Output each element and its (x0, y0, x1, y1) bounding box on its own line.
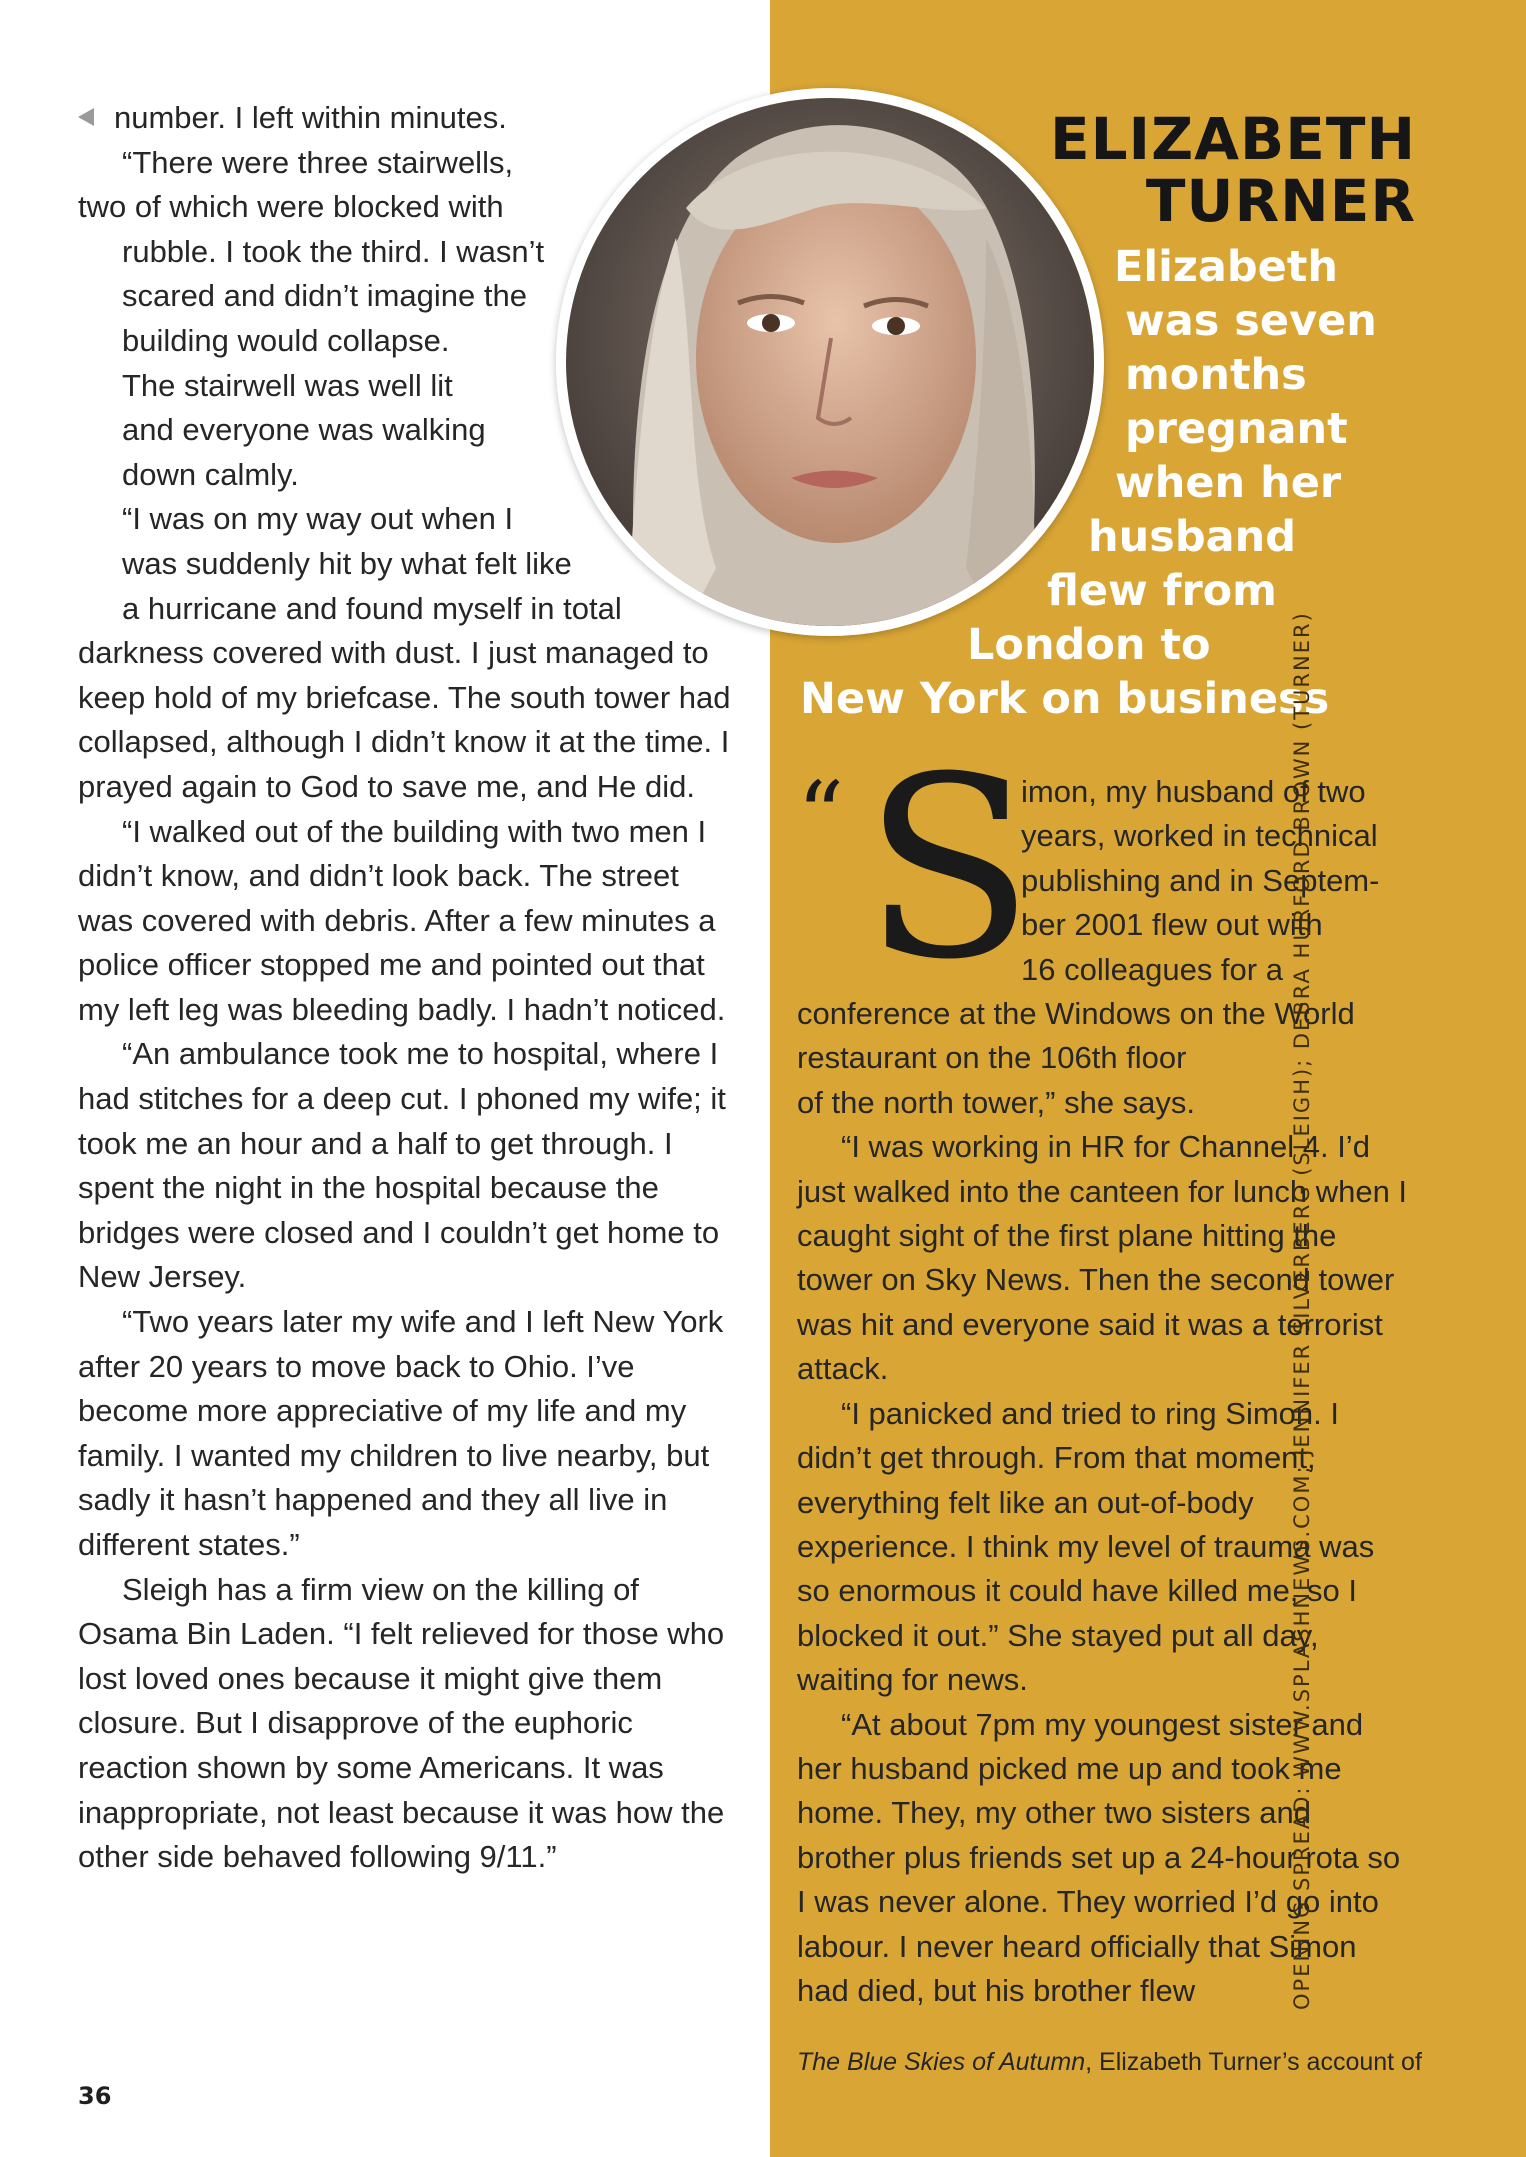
deck-line: was seven (1125, 296, 1377, 346)
text-line: publishing and in Septem- (1021, 862, 1380, 898)
deck-line: when her (1115, 458, 1342, 508)
text-line: a hurricane and found myself in total (122, 590, 622, 626)
name-line: TURNER (1145, 167, 1416, 235)
paragraph: “Two years later my wife and I left New York after 20 years to move back to Ohio. I’ve become more appreciative of my life and my family. I wanted my children to live nearby, but sadly it hasn’t happened and they all live in different states.” (78, 1304, 724, 1562)
deck-line: pregnant (1125, 404, 1348, 454)
portrait-photo (556, 88, 1104, 636)
deck-line: New York on business (800, 674, 1330, 724)
page-number: 36 (78, 2082, 112, 2110)
text-line: two of which were blocked with (78, 189, 504, 225)
text-line: of the north tower,” she says. (797, 1084, 1196, 1120)
text-line: scared and didn’t imagine the (122, 278, 527, 314)
paragraph: “I panicked and tried to ring Simon. I didn’t get through. From that moment, everything felt like an out-of-body experience. I think my level of trauma was so enormous it could have killed me, so I blocked it out.” She stayed put all day, waiting for news. (797, 1395, 1375, 1698)
footnote (797, 2048, 1497, 2077)
paragraph: “An ambulance took me to hospital, where I had stitches for a deep cut. I phoned my wife; it took me an hour and a half to get through. I spent the night in the hospital because the bridges were closed and I couldn’t get home to New Jersey. (78, 1036, 726, 1295)
paragraph: “I was working in HR for Channel 4. I’d just walked into the canteen for lunch when I caught sight of the first plane hitting the tower on Sky News. Then the second tower was hit and everyone said it was a terrorist attack. (797, 1129, 1408, 1387)
drop-cap-letter: S (863, 723, 1035, 1014)
text-line: conference at the Windows on the World (797, 996, 1355, 1032)
profile-name (1049, 105, 1416, 235)
deck-line: flew from (1047, 566, 1277, 616)
text-line: building would collapse. (122, 322, 450, 358)
drop-cap (797, 723, 1035, 1014)
deck-line: London to (967, 620, 1211, 670)
photo-credit: OPENING SPREAD: WWW.SPLASHNEWS.COM; JENNIFER SILVERBERG (SLEIGH); DEBRA HURFORD BROWN (TURNER) (1290, 611, 1314, 2010)
paragraph: “At about 7pm my youngest sister and her husband picked me up and took me home. They, my other two sisters and brother plus friends set up a 24-hour rota so I was never alone. They worried I’d go into labour. I never heard officially that Simon had died, but his brother flew (797, 1706, 1401, 2008)
continued-arrow-icon (78, 108, 94, 126)
paragraph: number. I left within minutes. (78, 96, 738, 141)
text-line: 16 colleagues for a (1021, 951, 1283, 987)
quote-mark: “ (797, 762, 845, 869)
text-line: restaurant on the 106th floor (797, 1040, 1187, 1076)
text-line: The stairwell was well lit (122, 367, 453, 403)
text-line: was suddenly hit by what felt like (122, 545, 572, 581)
text-line: “There were three stairwells, (122, 144, 514, 180)
text-line: imon, my husband of two (1021, 774, 1366, 809)
deck-line: husband (1088, 512, 1297, 562)
paragraph: Sleigh has a firm view on the killing of Osama Bin Laden. “I felt relieved for those who lost loved ones because it might give them closure. But I disapprove of the euphoric reaction shown by some Americans. It was inappropriate, not least because it was how the other side behaved following 9/11.” (78, 1571, 725, 1875)
text-line: years, worked in technical (1021, 818, 1378, 854)
text-line: “I was on my way out when I (122, 501, 514, 537)
deck-line: Elizabeth (1114, 242, 1339, 292)
text-line: and everyone was walking (122, 412, 486, 448)
deck-line: months (1125, 350, 1307, 400)
footnote-text: , Elizabeth Turner’s account of (1085, 2048, 1422, 2076)
text-line: darkness covered with dust. I just managed to keep hold of my briefcase. The south tower had collapsed, although I didn’t know it at the time. I prayed again to God to save me, and He did. (78, 635, 731, 804)
text-line: rubble. I took the third. I wasn’t (122, 233, 545, 269)
text-line: down calmly. (122, 456, 299, 492)
text-line: ber 2001 flew out with (1021, 907, 1323, 943)
paragraph: “I walked out of the building with two men I didn’t know, and didn’t look back. The street was covered with debris. After a few minutes a police officer stopped me and pointed out that my left leg was bleeding badly. I hadn’t noticed. (78, 813, 726, 1027)
name-line: ELIZABETH (1049, 105, 1416, 173)
portrait-image (566, 98, 1094, 626)
book-title: The Blue Skies of Autumn (797, 2048, 1086, 2076)
